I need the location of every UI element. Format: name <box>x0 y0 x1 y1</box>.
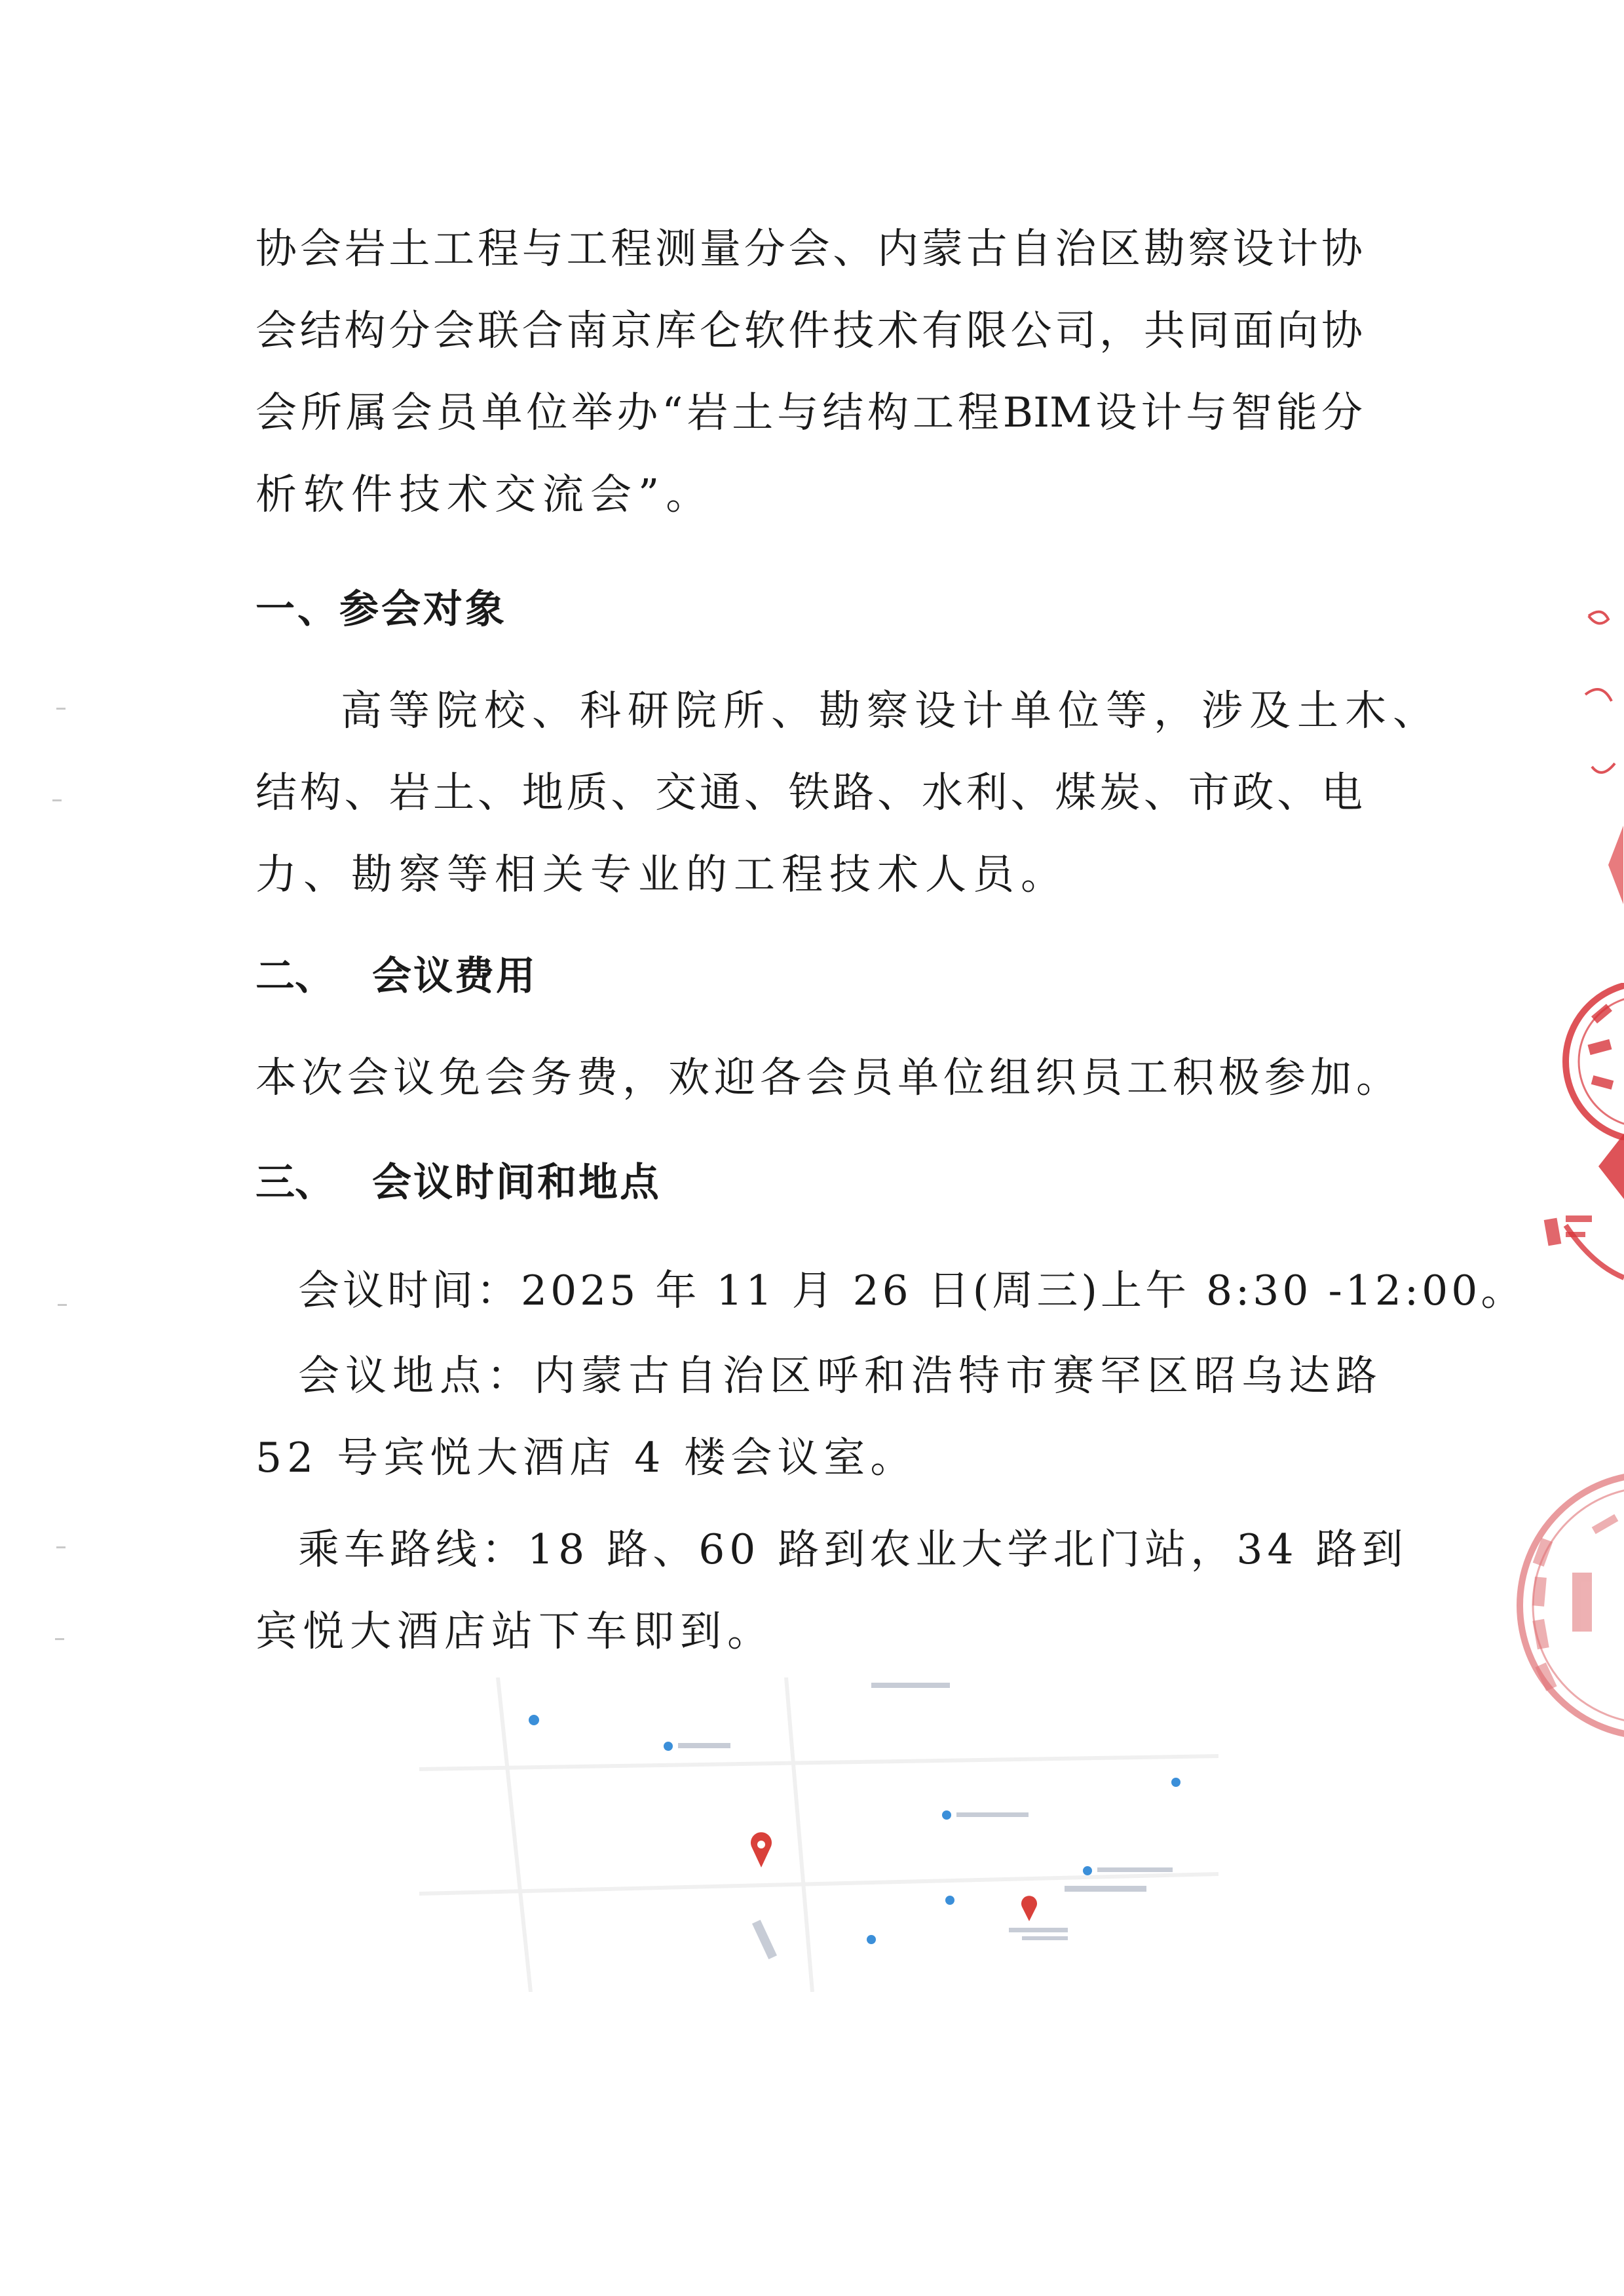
scan-speck <box>56 708 66 710</box>
seal-stamp-lower <box>1526 1127 1624 1297</box>
meeting-place-line-2: 52 号宾悦大酒店 4 楼会议室。 <box>255 1434 917 1482</box>
seal-stamp-middle <box>1526 983 1624 1140</box>
section-1-line-1: 高等院校、科研院所、勘察设计单位等，涉及土木、 <box>341 687 1441 735</box>
section-3-title: 会议时间和地点 <box>372 1160 661 1206</box>
bus-stop-icon <box>867 1935 876 1944</box>
location-map <box>419 1677 1218 1992</box>
map-pin-icon <box>751 1832 772 1867</box>
scan-speck <box>56 1546 66 1548</box>
bus-stop-icon <box>1083 1866 1092 1875</box>
seal-stamp-bottom <box>1494 1468 1624 1756</box>
intro-line-3: 会所属会员单位举办“岩土与结构工程BIM设计与智能分 <box>255 389 1363 436</box>
bus-stop-icon <box>664 1742 673 1751</box>
section-2-heading <box>255 947 537 1006</box>
section-2-line: 本次会议免会务费，欢迎各会员单位组织员工积极参加。 <box>255 1054 1402 1101</box>
meeting-time: 会议时间：2025 年 11 月 26 日(周三)上午 8:30 -12:00。 <box>298 1267 1526 1314</box>
scan-speck <box>52 799 62 801</box>
section-3-heading <box>255 1153 661 1212</box>
map-pin-icon <box>1021 1896 1037 1921</box>
map-illegible-labels <box>678 1683 1173 1959</box>
intro-line-2: 会结构分会联合南京库仑软件技术有限公司，共同面向协 <box>255 307 1363 354</box>
section-2-number: 二、 <box>255 953 334 999</box>
map-location-pins <box>751 1832 1037 1921</box>
bus-stop-icon <box>945 1896 954 1905</box>
section-1-heading: 一、参会对象 <box>255 586 507 632</box>
seal-fragment-top <box>1559 577 1624 917</box>
section-1-line-3: 力、勘察等相关专业的工程技术人员。 <box>255 851 1068 898</box>
bus-stop-icon <box>1171 1778 1180 1787</box>
map-roads <box>419 1677 1218 1992</box>
map-poi-markers <box>529 1715 1180 1944</box>
bus-stop-icon <box>529 1715 539 1725</box>
section-2-title: 会议费用 <box>372 953 537 999</box>
scan-speck <box>55 1638 64 1640</box>
scan-speck <box>58 1304 67 1306</box>
section-3-number: 三、 <box>255 1160 334 1206</box>
intro-line-4: 析软件技术交流会”。 <box>255 470 714 518</box>
section-1-line-2: 结构、岩土、地质、交通、铁路、水利、煤炭、市政、电 <box>255 769 1363 816</box>
bus-route-line-1: 乘车路线：18 路、60 路到农业大学北门站，34 路到 <box>298 1525 1408 1573</box>
meeting-place-line-1: 会议地点：内蒙古自治区呼和浩特市赛罕区昭乌达路 <box>298 1352 1383 1400</box>
intro-line-1: 协会岩土工程与工程测量分会、内蒙古自治区勘察设计协 <box>255 225 1363 273</box>
bus-route-line-2: 宾悦大酒店站下车即到。 <box>255 1607 774 1655</box>
bus-stop-icon <box>942 1810 951 1820</box>
